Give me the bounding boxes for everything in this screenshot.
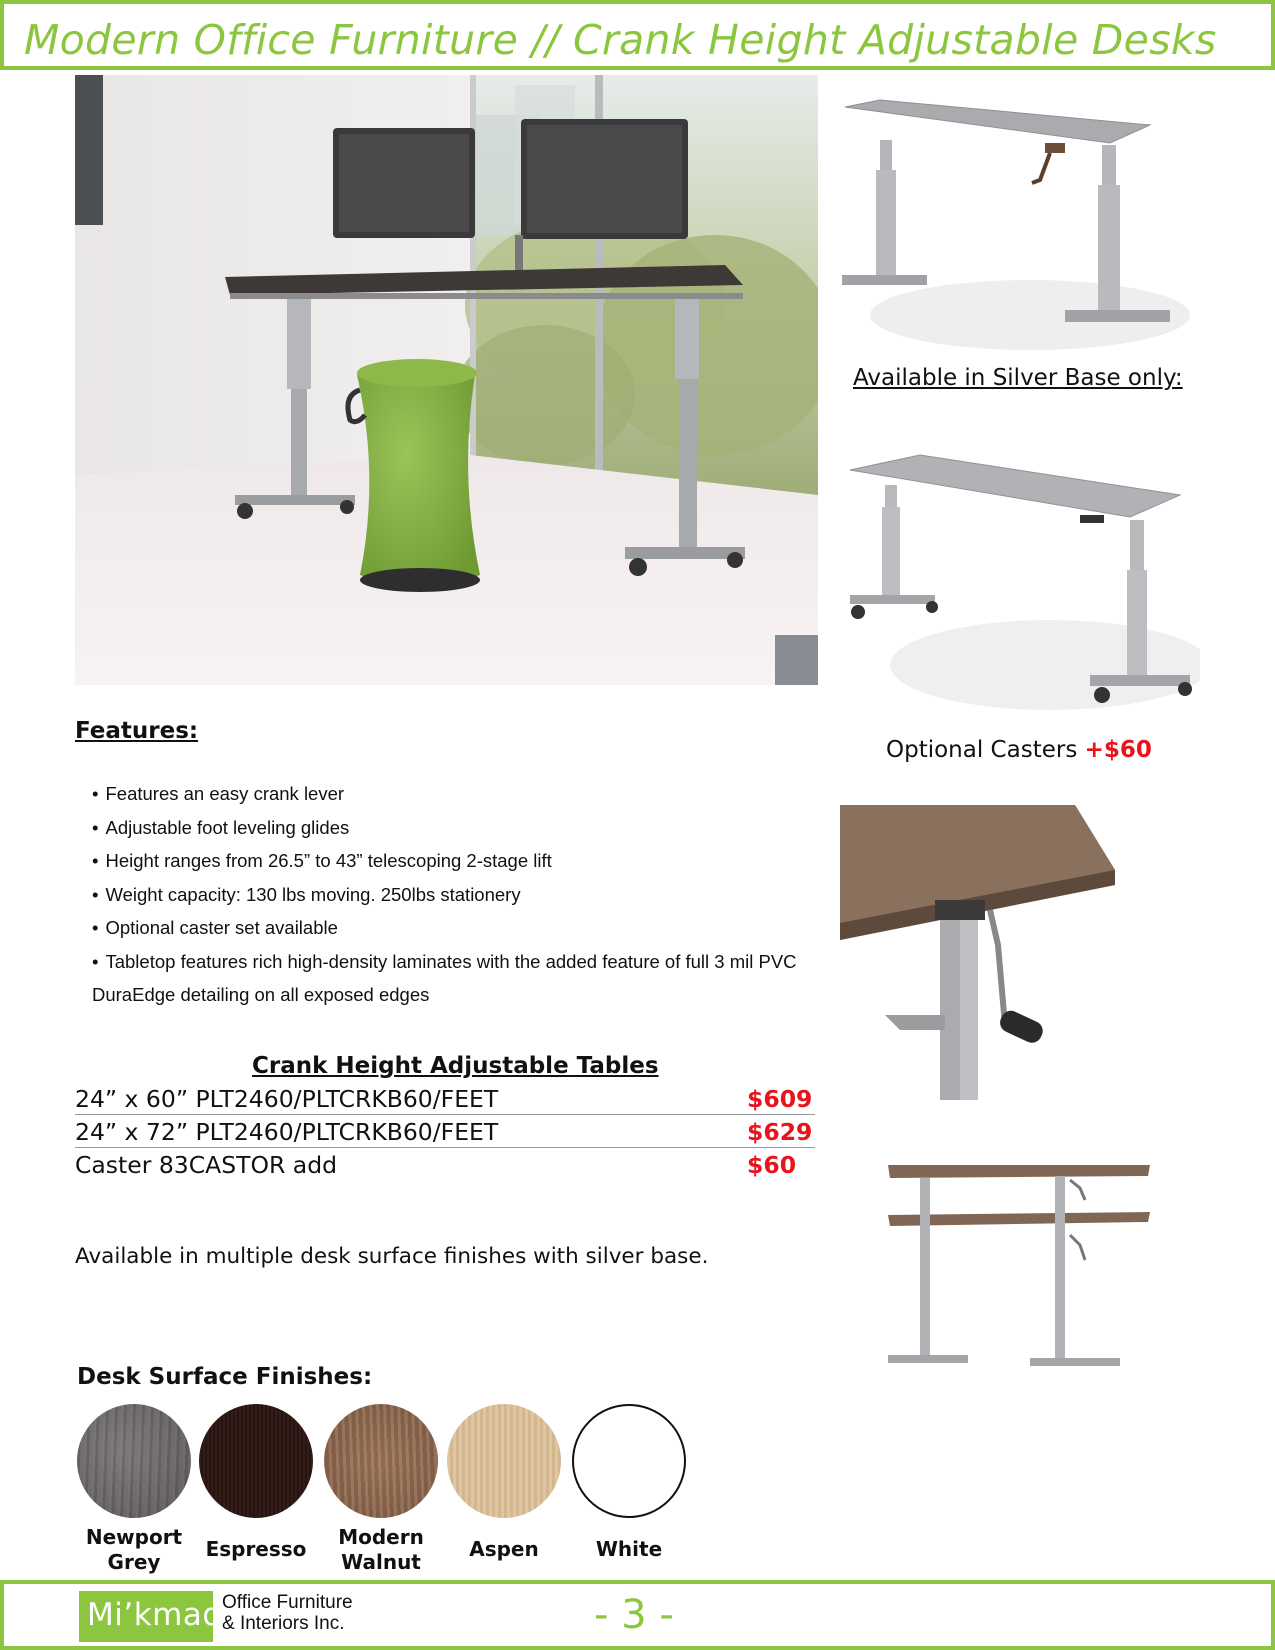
swatch-newport-grey xyxy=(77,1404,191,1518)
optional-casters-label: Optional Casters xyxy=(886,737,1085,763)
feature-item: • Tabletop features rich high-density laminates with the added feature of full 3 mil PVC DuraEdge detailing on all exposed edges xyxy=(92,945,812,1012)
feature-item: • Features an easy crank lever xyxy=(92,777,812,811)
price-row xyxy=(75,1083,815,1115)
swatch-label-line: White xyxy=(595,1537,663,1561)
swatch-label-aspen xyxy=(439,1537,569,1562)
swatch-label-line: Espresso xyxy=(205,1537,307,1561)
feature-item: • Weight capacity: 130 lbs moving. 250lbs stationery xyxy=(92,878,812,912)
swatch-espresso xyxy=(199,1404,313,1518)
swatch-aspen xyxy=(447,1404,561,1518)
price-row xyxy=(75,1116,815,1148)
logo-text: Mi’kmaq xyxy=(87,1597,223,1633)
price-row-price: $629 xyxy=(747,1118,813,1146)
price-row-price: $609 xyxy=(747,1085,813,1113)
finish-availability-note: Available in multiple desk surface finishes with silver base. xyxy=(75,1244,709,1269)
swatch-label-newport-grey xyxy=(69,1525,199,1575)
swatch-label-line: Grey xyxy=(107,1550,161,1574)
caster-base-photo xyxy=(840,435,1200,720)
swatch-label-modern-walnut xyxy=(316,1525,446,1575)
company-logo xyxy=(79,1591,223,1642)
company-name xyxy=(222,1592,353,1634)
company-name-line: Office Furniture xyxy=(222,1592,353,1613)
feature-item: • Adjustable foot leveling glides xyxy=(92,811,812,845)
price-table-heading: Crank Height Adjustable Tables xyxy=(252,1053,659,1079)
price-row xyxy=(75,1149,815,1181)
silver-base-photo xyxy=(840,95,1192,360)
swatch-white xyxy=(572,1404,686,1518)
price-row-description: Caster 83CASTOR add xyxy=(75,1151,338,1179)
swatch-label-line: Walnut xyxy=(341,1550,421,1574)
feature-item: • Height ranges from 26.5” to 43” telescoping 2-stage lift xyxy=(92,844,812,878)
feature-item: • Optional caster set available xyxy=(92,911,812,945)
optional-casters-caption xyxy=(886,737,1152,763)
swatch-label-line: Newport xyxy=(85,1525,183,1549)
price-row-price: $60 xyxy=(747,1151,797,1179)
swatch-label-line: Aspen xyxy=(469,1537,539,1561)
finishes-heading: Desk Surface Finishes: xyxy=(77,1364,373,1390)
features-heading: Features: xyxy=(75,718,199,744)
swatch-label-white xyxy=(564,1537,694,1562)
shelf-desk-photo xyxy=(880,1160,1155,1390)
page-header xyxy=(0,0,1275,70)
page-title: Modern Office Furniture // Crank Height Adjustable Desks xyxy=(24,16,1217,64)
company-name-line: & Interiors Inc. xyxy=(222,1613,345,1634)
hero-desk-photo xyxy=(75,75,818,685)
swatch-label-line: Modern xyxy=(338,1525,424,1549)
features-list xyxy=(92,777,812,1012)
price-row-description: 24” x 60” PLT2460/PLTCRKB60/FEET xyxy=(75,1085,499,1113)
swatch-modern-walnut xyxy=(324,1404,438,1518)
crank-closeup-photo xyxy=(840,805,1125,1100)
page-footer xyxy=(0,1580,1275,1650)
optional-casters-price: +$60 xyxy=(1084,737,1152,763)
swatch-label-espresso xyxy=(191,1537,321,1562)
silver-base-caption: Available in Silver Base only: xyxy=(853,365,1183,391)
price-row-description: 24” x 72” PLT2460/PLTCRKB60/FEET xyxy=(75,1118,499,1146)
page-number: - 3 - xyxy=(594,1592,674,1638)
